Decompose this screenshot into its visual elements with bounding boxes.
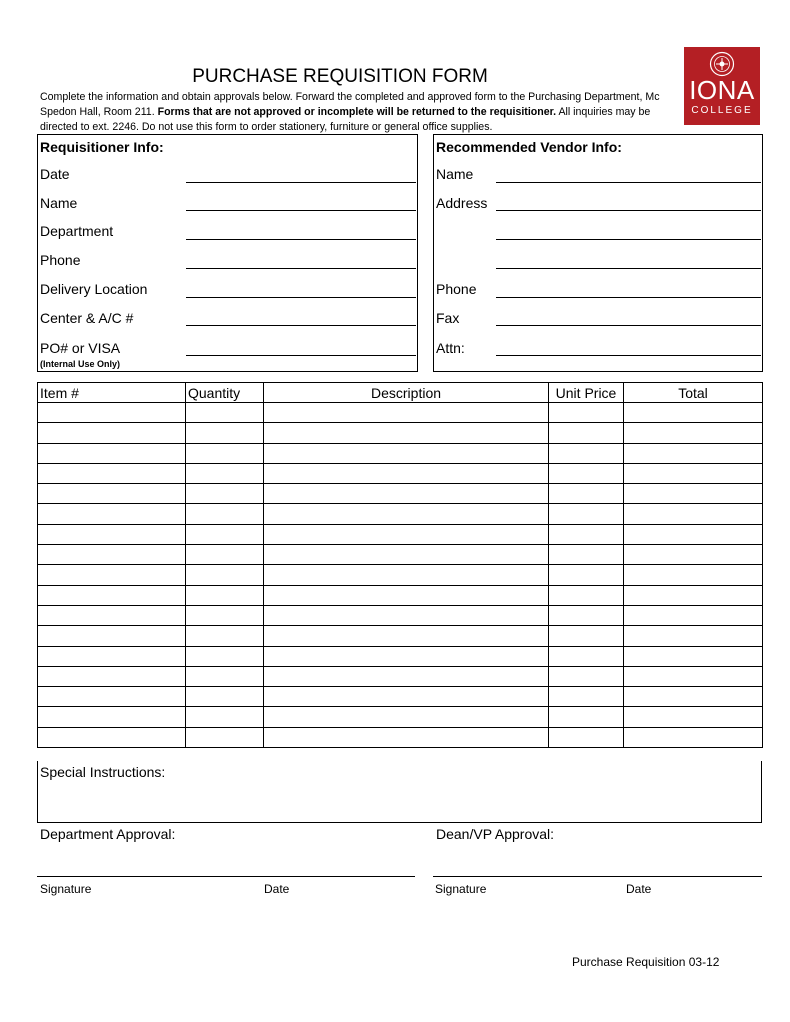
logo-text-iona: IONA (689, 75, 755, 105)
phone-field[interactable] (186, 268, 416, 269)
total-cell[interactable] (624, 626, 763, 646)
table-row (38, 484, 763, 504)
description-cell[interactable] (264, 687, 549, 707)
item-number-cell[interactable] (38, 423, 186, 443)
name-field[interactable] (186, 210, 416, 211)
quantity-cell[interactable] (186, 707, 264, 727)
item-number-cell[interactable] (38, 666, 186, 686)
total-cell[interactable] (624, 463, 763, 483)
item-number-cell[interactable] (38, 545, 186, 565)
unit-price-cell[interactable] (549, 707, 624, 727)
table-row (38, 605, 763, 625)
quantity-cell[interactable] (186, 403, 264, 423)
center-ac-label: Center & A/C # (40, 310, 134, 326)
table-row (38, 504, 763, 524)
description-cell[interactable] (264, 463, 549, 483)
table-row (38, 565, 763, 585)
table-row (38, 545, 763, 565)
description-cell[interactable] (264, 646, 549, 666)
total-cell[interactable] (624, 707, 763, 727)
unit-price-cell[interactable] (549, 687, 624, 707)
table-row (38, 666, 763, 686)
item-number-cell[interactable] (38, 443, 186, 463)
special-instructions-label: Special Instructions: (40, 764, 166, 780)
date-label: Date (40, 166, 70, 182)
unit-price-cell[interactable] (549, 524, 624, 544)
total-cell[interactable] (624, 423, 763, 443)
table-row (38, 626, 763, 646)
col-unit-price: Unit Price (549, 383, 624, 403)
col-quantity: Quantity (186, 383, 264, 403)
delivery-location-label: Delivery Location (40, 281, 148, 297)
quantity-cell[interactable] (186, 443, 264, 463)
instructions-warning: Forms that are not approved or incomplete will be returned to the requisitioner. (157, 106, 557, 118)
total-cell[interactable] (624, 565, 763, 585)
unit-price-cell[interactable] (549, 727, 624, 747)
col-total: Total (624, 383, 763, 403)
instructions-text: Complete the information and obtain approvals below. Forward the completed and approved form to the Purchasing Department, Mc Spedon Hall, Room 211. (40, 91, 660, 118)
unit-price-cell[interactable] (549, 605, 624, 625)
item-number-cell[interactable] (38, 585, 186, 605)
items-header-row (38, 383, 763, 403)
dean-date-label: Date (626, 882, 652, 896)
vendor-address-field-2[interactable] (496, 239, 761, 240)
date-field[interactable] (186, 182, 416, 183)
internal-use-note: (Internal Use Only) (40, 359, 121, 369)
item-number-cell[interactable] (38, 727, 186, 747)
quantity-cell[interactable] (186, 484, 264, 504)
description-cell[interactable] (264, 605, 549, 625)
total-cell[interactable] (624, 524, 763, 544)
unit-price-cell[interactable] (549, 443, 624, 463)
table-row (38, 727, 763, 747)
unit-price-cell[interactable] (549, 403, 624, 423)
table-row (38, 524, 763, 544)
quantity-cell[interactable] (186, 565, 264, 585)
department-approval-label: Department Approval: (40, 826, 176, 842)
unit-price-cell[interactable] (549, 626, 624, 646)
unit-price-cell[interactable] (549, 545, 624, 565)
total-cell[interactable] (624, 687, 763, 707)
description-cell[interactable] (264, 403, 549, 423)
vendor-address-field-1[interactable] (496, 210, 761, 211)
name-label: Name (40, 195, 78, 211)
description-cell[interactable] (264, 707, 549, 727)
total-cell[interactable] (624, 443, 763, 463)
item-number-cell[interactable] (38, 463, 186, 483)
vendor-fax-field[interactable] (496, 325, 761, 326)
table-row (38, 646, 763, 666)
vendor-attn-field[interactable] (496, 355, 761, 356)
department-field[interactable] (186, 239, 416, 240)
quantity-cell[interactable] (186, 626, 264, 646)
phone-label: Phone (40, 252, 81, 268)
dean-approval-label: Dean/VP Approval: (436, 826, 555, 842)
quantity-cell[interactable] (186, 463, 264, 483)
table-row (38, 585, 763, 605)
description-cell[interactable] (264, 484, 549, 504)
unit-price-cell[interactable] (549, 463, 624, 483)
po-visa-field[interactable] (186, 355, 416, 356)
item-number-cell[interactable] (38, 524, 186, 544)
unit-price-cell[interactable] (549, 666, 624, 686)
description-cell[interactable] (264, 504, 549, 524)
seal-icon (709, 51, 735, 77)
description-cell[interactable] (264, 565, 549, 585)
vendor-name-label: Name (436, 166, 474, 182)
table-row (38, 443, 763, 463)
total-cell[interactable] (624, 727, 763, 747)
vendor-phone-label: Phone (436, 281, 477, 297)
table-row (38, 687, 763, 707)
description-cell[interactable] (264, 666, 549, 686)
delivery-location-field[interactable] (186, 297, 416, 298)
vendor-fax-label: Fax (436, 310, 460, 326)
quantity-cell[interactable] (186, 687, 264, 707)
vendor-info-box (433, 134, 763, 372)
unit-price-cell[interactable] (549, 646, 624, 666)
vendor-attn-label: Attn: (436, 340, 465, 356)
description-cell[interactable] (264, 545, 549, 565)
dean-signature-line[interactable] (433, 876, 762, 877)
unit-price-cell[interactable] (549, 565, 624, 585)
quantity-cell[interactable] (186, 605, 264, 625)
item-number-cell[interactable] (38, 707, 186, 727)
unit-price-cell[interactable] (549, 484, 624, 504)
table-row (38, 463, 763, 483)
po-visa-label: PO# or VISA (40, 340, 121, 356)
description-cell[interactable] (264, 423, 549, 443)
quantity-cell[interactable] (186, 524, 264, 544)
item-number-cell[interactable] (38, 605, 186, 625)
vendor-address-label: Address (436, 195, 488, 211)
item-number-cell[interactable] (38, 687, 186, 707)
form-title: PURCHASE REQUISITION FORM (192, 66, 488, 87)
total-cell[interactable] (624, 585, 763, 605)
department-label: Department (40, 223, 114, 239)
item-number-cell[interactable] (38, 626, 186, 646)
table-row (38, 403, 763, 423)
item-number-cell[interactable] (38, 403, 186, 423)
col-description: Description (264, 383, 549, 403)
requisitioner-info-box (37, 134, 418, 372)
quantity-cell[interactable] (186, 585, 264, 605)
vendor-address-field-3[interactable] (496, 268, 761, 269)
center-ac-field[interactable] (186, 325, 416, 326)
quantity-cell[interactable] (186, 423, 264, 443)
table-row (38, 707, 763, 727)
quantity-cell[interactable] (186, 504, 264, 524)
department-signature-line[interactable] (37, 876, 415, 877)
item-number-cell[interactable] (38, 646, 186, 666)
quantity-cell[interactable] (186, 545, 264, 565)
college-logo (684, 47, 760, 125)
department-date-label: Date (264, 882, 290, 896)
total-cell[interactable] (624, 504, 763, 524)
unit-price-cell[interactable] (549, 585, 624, 605)
unit-price-cell[interactable] (549, 504, 624, 524)
total-cell[interactable] (624, 545, 763, 565)
form-instructions (40, 90, 675, 135)
quantity-cell[interactable] (186, 666, 264, 686)
vendor-name-field[interactable] (496, 182, 761, 183)
total-cell[interactable] (624, 666, 763, 686)
requisitioner-heading: Requisitioner Info: (40, 139, 164, 155)
item-number-cell[interactable] (38, 504, 186, 524)
total-cell[interactable] (624, 646, 763, 666)
description-cell[interactable] (264, 626, 549, 646)
description-cell[interactable] (264, 727, 549, 747)
quantity-cell[interactable] (186, 646, 264, 666)
logo-text-college: COLLEGE (691, 105, 753, 116)
unit-price-cell[interactable] (549, 423, 624, 443)
form-version-footer: Purchase Requisition 03-12 (572, 955, 720, 969)
dean-signature-label: Signature (435, 882, 487, 896)
department-signature-label: Signature (40, 882, 92, 896)
item-number-cell[interactable] (38, 484, 186, 504)
description-cell[interactable] (264, 585, 549, 605)
description-cell[interactable] (264, 524, 549, 544)
table-row (38, 423, 763, 443)
description-cell[interactable] (264, 443, 549, 463)
quantity-cell[interactable] (186, 727, 264, 747)
instructions-text-2: All inquiries may be directed to ext. 2246. Do not use this form to order stationery, furniture or general office supplies. (40, 106, 651, 133)
item-number-cell[interactable] (38, 565, 186, 585)
vendor-heading: Recommended Vendor Info: (436, 139, 622, 155)
col-item-number: Item # (38, 383, 186, 403)
total-cell[interactable] (624, 484, 763, 504)
vendor-phone-field[interactable] (496, 297, 761, 298)
items-table (37, 382, 763, 748)
total-cell[interactable] (624, 403, 763, 423)
total-cell[interactable] (624, 605, 763, 625)
